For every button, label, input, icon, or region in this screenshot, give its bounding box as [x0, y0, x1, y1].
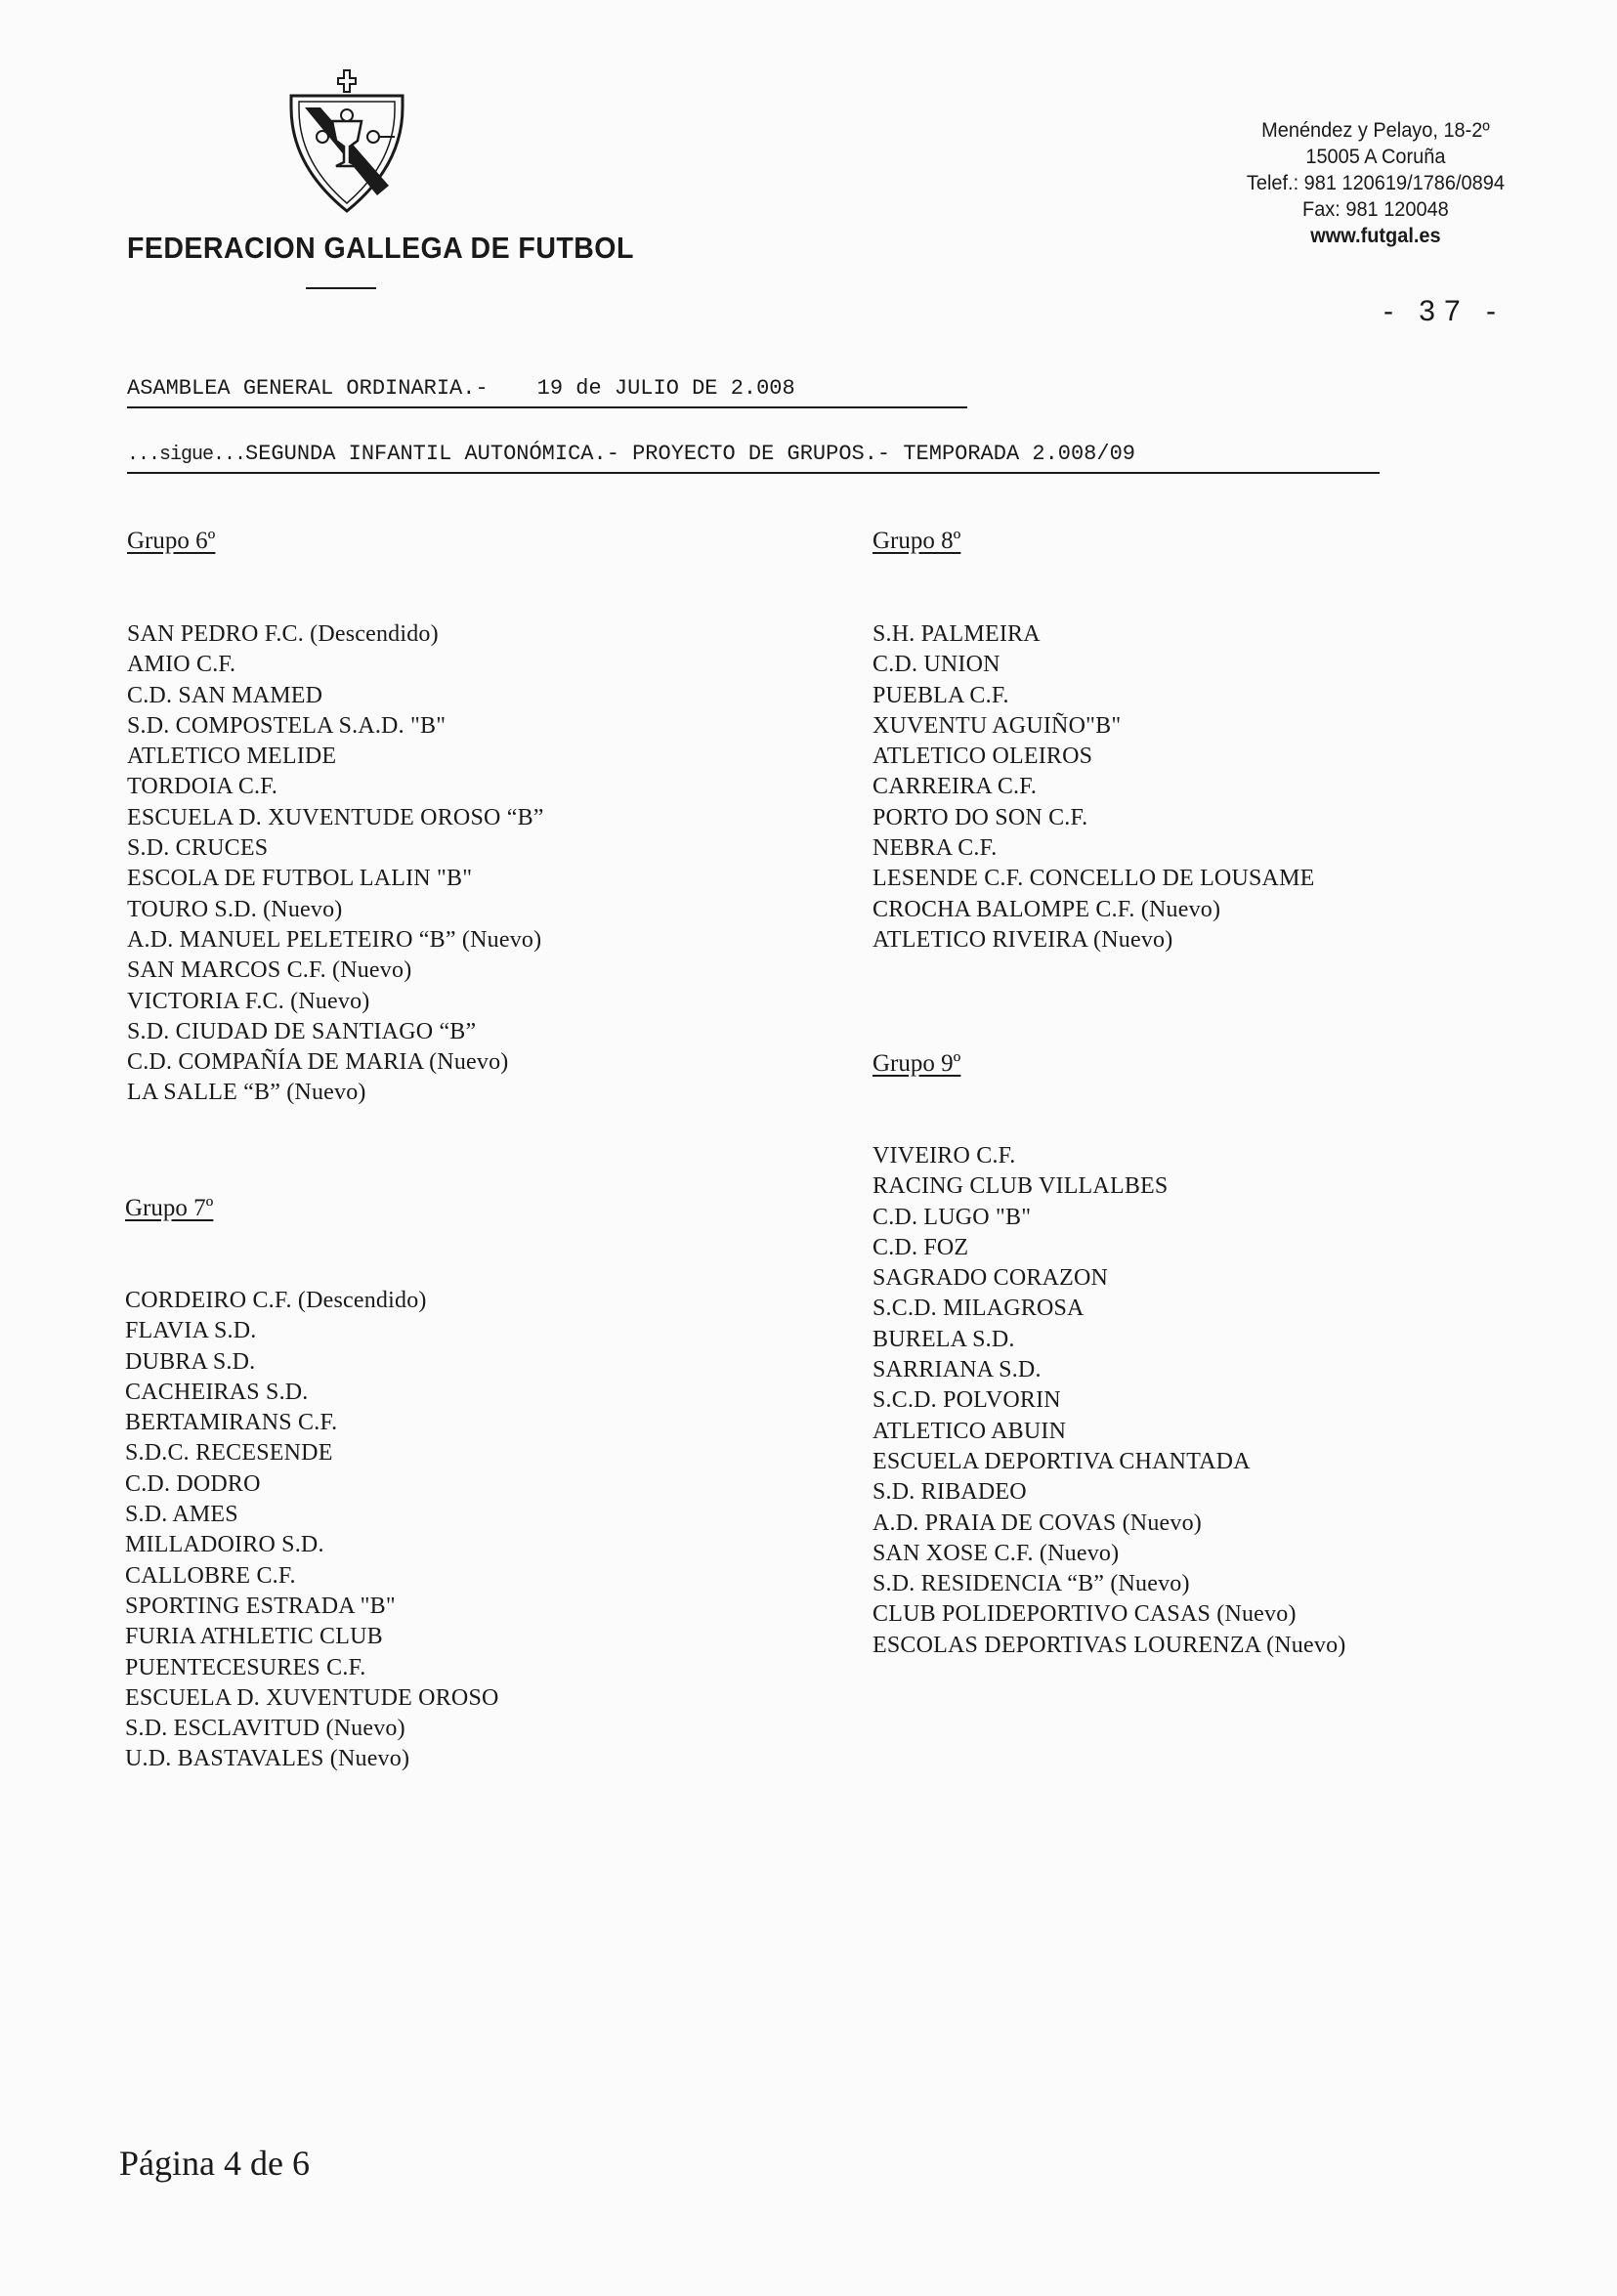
subtitle-text: SEGUNDA INFANTIL AUTONÓMICA.- PROYECTO DE GRUPOS.- TEMPORADA 2.008/09 — [245, 442, 1135, 466]
group-8-list — [872, 619, 1314, 956]
contact-phone: Telef.: 981 120619/1786/0894 — [1246, 172, 1505, 194]
group-6-list — [127, 619, 544, 1109]
team-list-item: ESCOLA DE FUTBOL LALIN "B" — [127, 866, 473, 892]
team-list-item: S.D. CRUCES — [127, 835, 269, 862]
meeting-date: 19 de JULIO DE 2.008 — [536, 376, 795, 401]
team-list-item: C.D. COMPAÑÍA DE MARIA (Nuevo) — [127, 1049, 509, 1076]
federation-logo — [283, 68, 410, 215]
team-list-item: CROCHA BALOMPE C.F. (Nuevo) — [872, 896, 1221, 922]
team-list-item: S.C.D. MILAGROSA — [872, 1296, 1085, 1322]
org-name-underline — [306, 287, 376, 289]
group-6-title: Grupo 6º — [127, 528, 216, 554]
team-list-item: ESCOLAS DEPORTIVAS LOURENZA (Nuevo) — [872, 1632, 1346, 1658]
org-name: FEDERACION GALLEGA DE FUTBOL — [127, 231, 634, 265]
team-list-item: CORDEIRO C.F. (Descendido) — [125, 1288, 427, 1313]
team-list-item: S.H. PALMEIRA — [872, 621, 1041, 647]
team-list-item: PORTO DO SON C.F. — [872, 804, 1088, 830]
team-list-item: LA SALLE “B” (Nuevo) — [127, 1080, 366, 1106]
page-number-footer: Página 4 de 6 — [119, 2144, 310, 2183]
team-list-item: DUBRA S.D. — [125, 1348, 256, 1375]
team-list-item: SAN MARCOS C.F. (Nuevo) — [127, 957, 412, 984]
team-list-item: C.D. FOZ — [872, 1234, 969, 1260]
group-7-list — [125, 1286, 499, 1775]
team-list-item: S.D. ESCLAVITUD (Nuevo) — [125, 1716, 405, 1742]
team-list-item: ESCUELA DEPORTIVA CHANTADA — [872, 1448, 1251, 1474]
team-list-item: S.D.C. RECESENDE — [125, 1440, 333, 1467]
team-list-item: FLAVIA S.D. — [125, 1318, 257, 1344]
team-list-item: S.C.D. POLVORIN — [872, 1387, 1061, 1414]
team-list-item: PUEBLA C.F. — [872, 682, 1009, 708]
team-list-item: C.D. SAN MAMED — [127, 682, 323, 708]
team-list-item: A.D. PRAIA DE COVAS (Nuevo) — [872, 1509, 1202, 1536]
team-list-item: BURELA S.D. — [872, 1326, 1015, 1352]
team-list-item: CALLOBRE C.F. — [125, 1562, 296, 1589]
team-list-item: ESCUELA D. XUVENTUDE OROSO — [125, 1684, 499, 1711]
group-9-title: Grupo 9º — [872, 1050, 961, 1077]
team-list-item: SPORTING ESTRADA "B" — [125, 1593, 396, 1619]
team-list-item: ATLETICO RIVEIRA (Nuevo) — [872, 926, 1173, 953]
team-list-item: TORDOIA C.F. — [127, 774, 278, 800]
team-list-item: LESENDE C.F. CONCELLO DE LOUSAME — [872, 866, 1315, 892]
team-list-item: S.D. AMES — [125, 1502, 238, 1528]
team-list-item: FURIA ATHLETIC CLUB — [125, 1624, 383, 1650]
meeting-title: ASAMBLEA GENERAL ORDINARIA.- — [127, 376, 489, 401]
team-list-item: ATLETICO OLEIROS — [872, 744, 1093, 770]
team-list-item: C.D. DODRO — [125, 1470, 261, 1497]
group-7-title: Grupo 7º — [125, 1195, 214, 1221]
team-list-item: RACING CLUB VILLALBES — [872, 1173, 1169, 1200]
contact-website: www.futgal.es — [1310, 225, 1441, 247]
subtitle-underline — [127, 472, 1380, 474]
team-list-item: CACHEIRAS S.D. — [125, 1379, 309, 1405]
team-list-item: BERTAMIRANS C.F. — [125, 1410, 338, 1436]
group-9-list — [872, 1141, 1345, 1661]
team-list-item: TOURO S.D. (Nuevo) — [127, 896, 343, 922]
group-8-title: Grupo 8º — [872, 528, 961, 554]
subtitle-prefix: ...sigue... — [127, 444, 246, 466]
team-list-item: NEBRA C.F. — [872, 835, 998, 862]
meeting-line — [127, 376, 795, 401]
team-list-item: SAN PEDRO F.C. (Descendido) — [127, 621, 439, 647]
meeting-underline — [127, 406, 967, 408]
page-marker: - 37 - — [1383, 295, 1505, 327]
team-list-item: ATLETICO ABUIN — [872, 1418, 1067, 1444]
team-list-item: VICTORIA F.C. (Nuevo) — [127, 988, 370, 1014]
team-list-item: S.D. CIUDAD DE SANTIAGO “B” — [127, 1018, 477, 1044]
contact-fax: Fax: 981 120048 — [1302, 198, 1449, 221]
team-list-item: MILLADOIRO S.D. — [125, 1532, 324, 1558]
team-list-item: SAGRADO CORAZON — [872, 1265, 1109, 1292]
contact-address: Menéndez y Pelayo, 18-2º — [1261, 119, 1490, 142]
team-list-item: U.D. BASTAVALES (Nuevo) — [125, 1746, 410, 1772]
team-list-item: S.D. RESIDENCIA “B” (Nuevo) — [872, 1571, 1190, 1597]
team-list-item: S.D. COMPOSTELA S.A.D. "B" — [127, 712, 447, 739]
team-list-item: CARREIRA C.F. — [872, 774, 1038, 800]
team-list-item: XUVENTU AGUIÑO"B" — [872, 712, 1122, 739]
team-list-item: ESCUELA D. XUVENTUDE OROSO “B” — [127, 804, 544, 830]
team-list-item: CLUB POLIDEPORTIVO CASAS (Nuevo) — [872, 1601, 1297, 1628]
contact-city: 15005 A Coruña — [1305, 146, 1446, 168]
team-list-item: ATLETICO MELIDE — [127, 744, 337, 770]
team-list-item: C.D. UNION — [872, 652, 1000, 678]
team-list-item: SARRIANA S.D. — [872, 1357, 1042, 1383]
team-list-item: AMIO C.F. — [127, 652, 236, 678]
contact-block — [1247, 117, 1505, 249]
team-list-item: A.D. MANUEL PELETEIRO “B” (Nuevo) — [127, 926, 542, 953]
team-list-item: S.D. RIBADEO — [872, 1479, 1027, 1506]
team-list-item: PUENTECESURES C.F. — [125, 1654, 366, 1680]
team-list-item: SAN XOSE C.F. (Nuevo) — [872, 1540, 1120, 1566]
team-list-item: VIVEIRO C.F. — [872, 1143, 1016, 1169]
team-list-item: C.D. LUGO "B" — [872, 1204, 1032, 1230]
document-subtitle — [127, 442, 1135, 466]
